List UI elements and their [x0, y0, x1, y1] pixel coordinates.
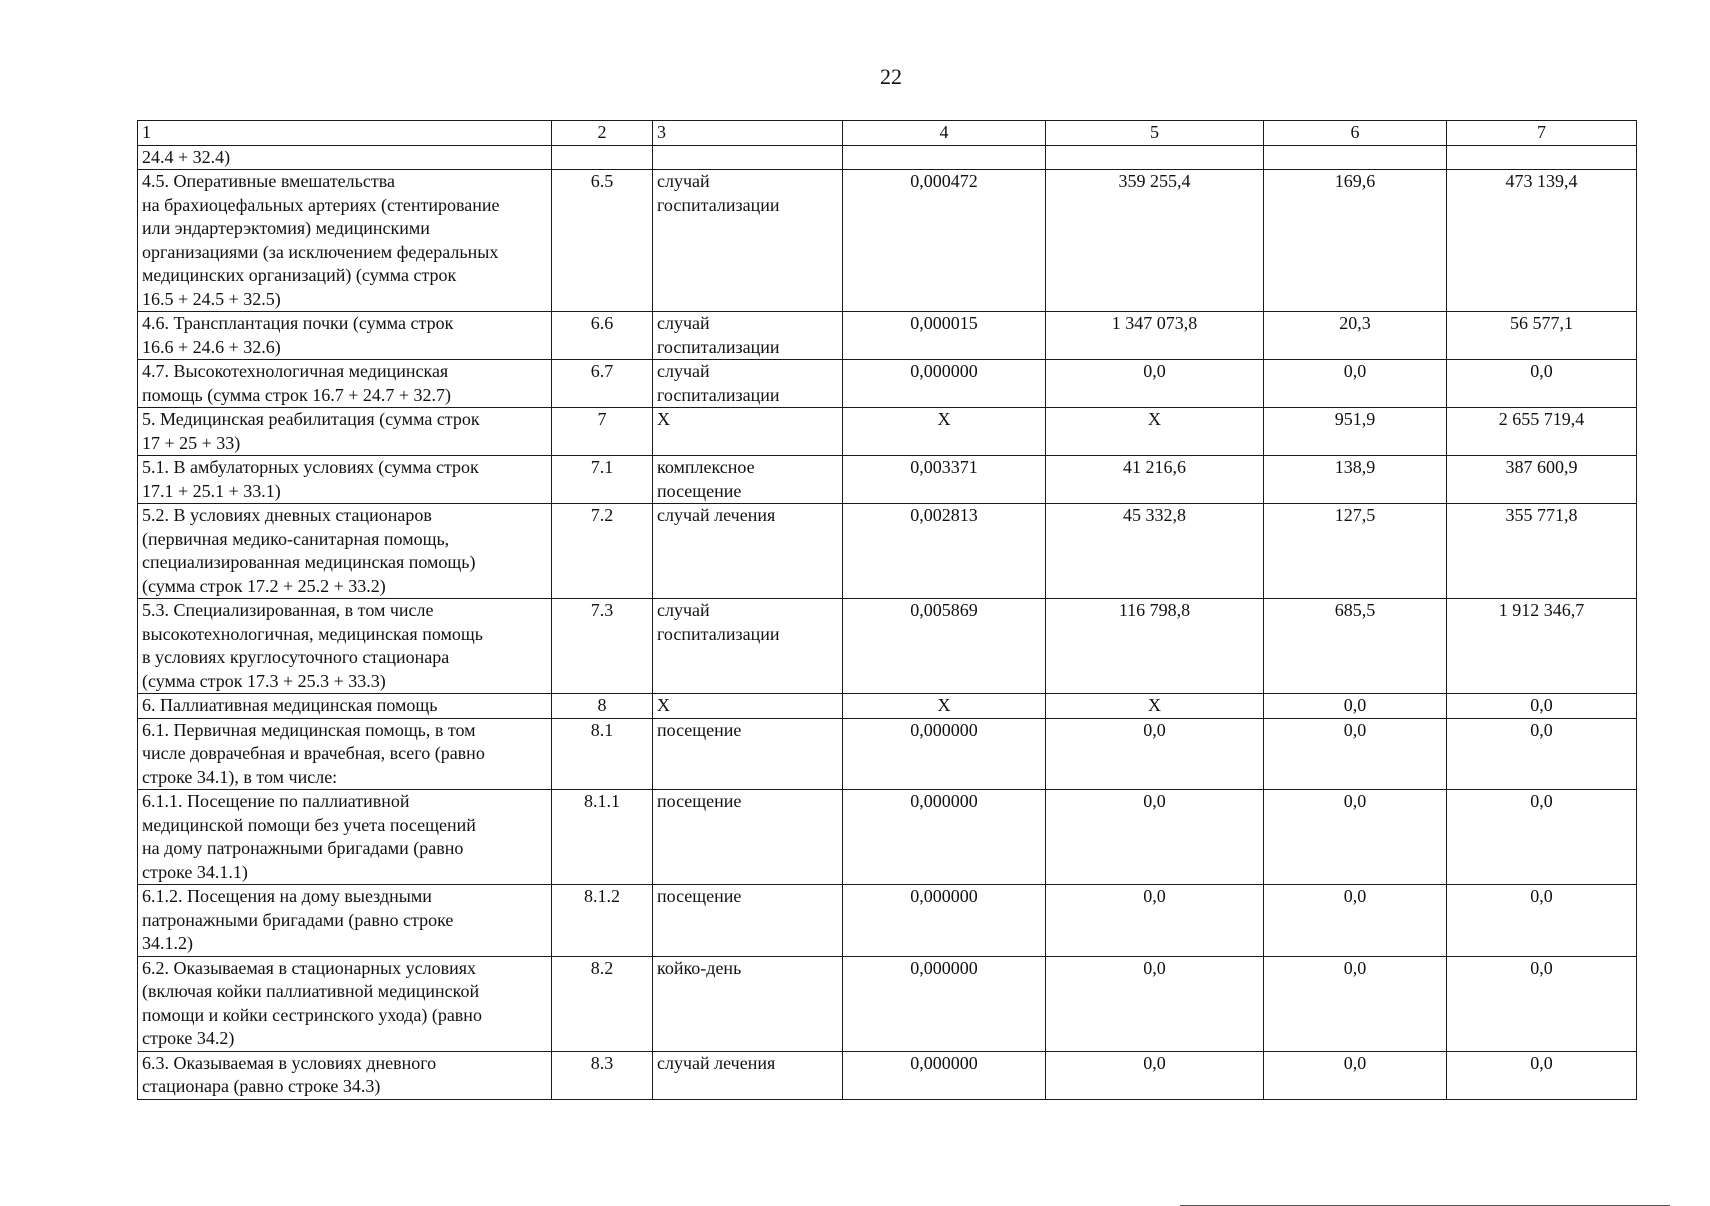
- cell-text: 20,3: [1339, 313, 1371, 333]
- cell-text: 6.5: [590, 171, 614, 191]
- cell-text: 127,5: [1334, 505, 1376, 525]
- cell-text: 0,0: [1343, 791, 1367, 811]
- cell-text: 4.7. Высокотехнологичная медицинская помощь (сумма строк 16.7 + 24.7 + 32.7): [142, 361, 452, 405]
- cell-text: 0,0: [1530, 791, 1553, 811]
- cell-text: 24.4 + 32.4): [142, 146, 231, 167]
- cell-text: 951,9: [1334, 409, 1376, 429]
- cell-text: 359 255,4: [1118, 171, 1191, 191]
- table-cell: [552, 790, 653, 885]
- cell-text: 0,0: [1143, 886, 1166, 906]
- table-cell: [653, 360, 843, 408]
- cell-text: 5.1. В амбулаторных условиях (сумма строк 17.1 + 25.1 + 33.1): [142, 457, 479, 501]
- table-cell: [552, 1051, 653, 1099]
- cell-text: 0,000000: [910, 361, 978, 381]
- table-cell: [1447, 456, 1637, 504]
- cell-text: 0,0: [1143, 791, 1166, 811]
- cell-text: 0,0: [1343, 957, 1367, 978]
- cell-text: 1 347 073,8: [1111, 313, 1198, 333]
- table-row: [138, 145, 1637, 170]
- cell-text: X: [1148, 409, 1161, 429]
- cell-text: 7: [1537, 122, 1546, 142]
- page-number: 22: [880, 64, 902, 89]
- table-cell: [1264, 790, 1447, 885]
- cell-text: 6.2. Оказываемая в стационарных условиях (включая койки паллиативной медицинской помощи и койки сестринского ухода) (равно строке 34.2): [142, 957, 482, 1048]
- cell-text: 6.1.2. Посещения на дому выездными патронажными бригадами (равно строке 34.1.2): [142, 886, 454, 953]
- table-cell: [1264, 885, 1447, 957]
- table-cell: [653, 885, 843, 957]
- table-cell: [843, 145, 1046, 170]
- table-cell: [1046, 1051, 1264, 1099]
- table-cell: [653, 718, 843, 790]
- cell-text: 6.1.1. Посещение по паллиативной медицинской помощи без учета посещений на дому патронажными бригадами (равно строке 34.1.1): [142, 791, 476, 882]
- table-cell: [653, 504, 843, 599]
- cell-text: случай госпитализации: [657, 171, 780, 215]
- cell-text: 0,0: [1530, 719, 1553, 740]
- table-cell: [1447, 312, 1637, 360]
- column-number-cell: [138, 121, 552, 146]
- cell-text: 473 139,4: [1505, 171, 1578, 191]
- table-row: [138, 312, 1637, 360]
- table-cell: [1264, 1051, 1447, 1099]
- cell-text: 387 600,9: [1505, 457, 1578, 477]
- cell-text: 1: [142, 122, 151, 142]
- cell-text: 0,0: [1143, 1052, 1166, 1073]
- table-cell: [653, 694, 843, 719]
- table-cell: [1046, 408, 1264, 456]
- table-cell: [138, 956, 552, 1051]
- cell-text: 6.3. Оказываемая в условиях дневного стационара (равно строке 34.3): [142, 1052, 437, 1096]
- table-cell: [138, 599, 552, 694]
- table-row: [138, 408, 1637, 456]
- table-cell: [653, 790, 843, 885]
- table-row: [138, 1051, 1637, 1099]
- cell-text: 6.6: [590, 313, 614, 333]
- column-number-cell: [552, 121, 653, 146]
- table-cell: [1046, 312, 1264, 360]
- table-cell: [1447, 504, 1637, 599]
- table-cell: [843, 504, 1046, 599]
- table-cell: [138, 694, 552, 719]
- cell-text: 41 216,6: [1123, 457, 1186, 477]
- table-cell: [1046, 504, 1264, 599]
- cell-text: 4: [939, 122, 949, 142]
- cell-text: 2 655 719,4: [1498, 409, 1585, 429]
- cell-text: 0,0: [1343, 361, 1367, 381]
- table-cell: [552, 956, 653, 1051]
- cell-text: 0,0: [1343, 886, 1367, 906]
- cell-text: 0,0: [1343, 695, 1367, 715]
- cell-text: 8.1.2: [584, 886, 620, 906]
- table-cell: [552, 312, 653, 360]
- table-cell: [552, 145, 653, 170]
- table-cell: [138, 456, 552, 504]
- cell-text: комплексное посещение: [657, 457, 755, 501]
- cell-text: 6. Паллиативная медицинская помощь: [142, 695, 438, 715]
- table-cell: [843, 312, 1046, 360]
- table-cell: [1447, 694, 1637, 719]
- cell-text: случай лечения: [657, 505, 776, 525]
- cell-text: койко-день: [657, 957, 742, 978]
- column-number-cell: [1264, 121, 1447, 146]
- cell-text: 5. Медицинская реабилитация (сумма строк 17 + 25 + 33): [142, 409, 480, 453]
- cell-text: 5.3. Специализированная, в том числе высокотехнологичная, медицинская помощь в условиях круглосуточного стационара (сумма строк 17.3 + 25.3 + 33.3): [142, 600, 483, 691]
- table-cell: [138, 718, 552, 790]
- table-header-row: [138, 121, 1637, 146]
- cell-text: 0,0: [1143, 957, 1166, 978]
- cell-text: 0,0: [1343, 1052, 1367, 1073]
- table-cell: [552, 360, 653, 408]
- table-cell: [1264, 312, 1447, 360]
- table-cell: [552, 599, 653, 694]
- cell-text: 0,000000: [910, 719, 978, 740]
- table-cell: [138, 408, 552, 456]
- table-cell: [653, 1051, 843, 1099]
- cell-text: 0,0: [1530, 361, 1553, 381]
- table-row: [138, 360, 1637, 408]
- cell-text: 0,000000: [910, 886, 978, 906]
- cell-text: 0,0: [1530, 957, 1553, 978]
- cell-text: 2: [597, 122, 607, 142]
- cell-text: случай госпитализации: [657, 313, 780, 357]
- table-cell: [843, 694, 1046, 719]
- cell-text: 0,0: [1143, 719, 1166, 740]
- table-cell: [1046, 456, 1264, 504]
- cell-text: 0,0: [1530, 695, 1553, 715]
- table-cell: [653, 408, 843, 456]
- table-cell: [843, 1051, 1046, 1099]
- table-cell: [843, 170, 1046, 312]
- cell-text: 0,0: [1530, 886, 1553, 906]
- table-cell: [552, 694, 653, 719]
- table-row: [138, 599, 1637, 694]
- cell-text: 5: [1150, 122, 1159, 142]
- table-cell: [1046, 694, 1264, 719]
- cell-text: 8.1: [590, 719, 614, 740]
- table-cell: [138, 170, 552, 312]
- table-cell: [843, 456, 1046, 504]
- cell-text: посещение: [657, 719, 742, 740]
- cell-text: 0,000000: [910, 791, 978, 811]
- table-cell: [1447, 360, 1637, 408]
- table-cell: [1046, 170, 1264, 312]
- table-cell: [1046, 885, 1264, 957]
- table-cell: [552, 456, 653, 504]
- table-cell: [1447, 718, 1637, 790]
- table-cell: [1264, 360, 1447, 408]
- table-row: [138, 718, 1637, 790]
- table-cell: [1264, 456, 1447, 504]
- cell-text: посещение: [657, 791, 742, 811]
- table-cell: [653, 312, 843, 360]
- table-row: [138, 885, 1637, 957]
- table-cell: [552, 504, 653, 599]
- cell-text: 0,003371: [910, 457, 978, 477]
- table-row: [138, 956, 1637, 1051]
- cell-text: 56 577,1: [1510, 313, 1573, 333]
- cell-text: 0,0: [1143, 361, 1166, 381]
- table-cell: [1264, 170, 1447, 312]
- table-cell: [138, 145, 552, 170]
- column-number-cell: [653, 121, 843, 146]
- table-cell: [1264, 408, 1447, 456]
- table-cell: [138, 790, 552, 885]
- table-cell: [843, 360, 1046, 408]
- cell-text: 7.3: [590, 600, 614, 620]
- table-cell: [1447, 956, 1637, 1051]
- cell-text: 0,002813: [910, 505, 978, 525]
- cell-text: 116 798,8: [1118, 600, 1191, 620]
- table-row: [138, 456, 1637, 504]
- cell-text: 138,9: [1334, 457, 1376, 477]
- cell-text: 7: [597, 409, 607, 429]
- table-cell: [552, 718, 653, 790]
- table-cell: [653, 170, 843, 312]
- table-cell: [1046, 790, 1264, 885]
- table-cell: [138, 504, 552, 599]
- table-cell: [843, 790, 1046, 885]
- table-cell: [653, 456, 843, 504]
- table-cell: [1447, 408, 1637, 456]
- cell-text: 355 771,8: [1505, 505, 1578, 525]
- table-cell: [1447, 170, 1637, 312]
- cell-text: 6: [1350, 122, 1360, 142]
- table-cell: [552, 408, 653, 456]
- table-cell: [552, 170, 653, 312]
- cell-text: 6.7: [590, 361, 614, 381]
- cell-text: 8.2: [590, 957, 614, 978]
- table-cell: [1264, 694, 1447, 719]
- cell-text: 4.5. Оперативные вмешательства на брахиоцефальных артериях (стентирование или эндартерэктомия) медицинскими организациями (за исключением федеральных медицинских организаций) (сумма строк 16.5 + 24.5 + 32.5): [142, 171, 500, 309]
- cell-text: 685,5: [1334, 600, 1376, 620]
- cell-text: случай лечения: [657, 1052, 776, 1073]
- table-cell: [1046, 145, 1264, 170]
- table-cell: [843, 885, 1046, 957]
- cell-text: 7.2: [590, 505, 614, 525]
- table-cell: [1447, 790, 1637, 885]
- table-cell: [653, 145, 843, 170]
- data-table: [137, 120, 1637, 1100]
- cell-text: 7.1: [590, 457, 614, 477]
- table-cell: [843, 956, 1046, 1051]
- table-cell: [1046, 360, 1264, 408]
- table-cell: [1447, 145, 1637, 170]
- cell-text: посещение: [657, 886, 742, 906]
- cell-text: 5.2. В условиях дневных стационаров (первичная медико-санитарная помощь, специализированная медицинская помощь) (сумма строк 17.2 + 25.2 + 33.2): [142, 505, 476, 596]
- cell-text: 8: [597, 695, 607, 715]
- table-cell: [843, 408, 1046, 456]
- table-cell: [1447, 885, 1637, 957]
- cell-text: 8.1.1: [584, 791, 620, 811]
- table-cell: [653, 956, 843, 1051]
- table-cell: [1046, 956, 1264, 1051]
- table-row: [138, 170, 1637, 312]
- table-cell: [1264, 718, 1447, 790]
- table-cell: [1447, 1051, 1637, 1099]
- cell-text: 3: [657, 122, 666, 142]
- table-cell: [1046, 599, 1264, 694]
- cell-text: случай госпитализации: [657, 361, 780, 405]
- cell-text: X: [657, 695, 670, 715]
- cell-text: 45 332,8: [1123, 505, 1186, 525]
- cell-text: X: [1148, 695, 1161, 715]
- column-number-cell: [1447, 121, 1637, 146]
- table-cell: [1264, 599, 1447, 694]
- cell-text: 0,000000: [910, 957, 978, 978]
- table-cell: [1264, 145, 1447, 170]
- cell-text: 0,005869: [910, 600, 978, 620]
- cell-text: 0,0: [1343, 719, 1367, 740]
- table-cell: [552, 885, 653, 957]
- cell-text: 6.1. Первичная медицинская помощь, в том числе доврачебная и врачебная, всего (равно строке 34.1), в том числе:: [142, 719, 485, 787]
- column-number-cell: [1046, 121, 1264, 146]
- cell-text: 8.3: [590, 1052, 614, 1073]
- table-cell: [1046, 718, 1264, 790]
- cell-text: случай госпитализации: [657, 600, 780, 644]
- table-row: [138, 790, 1637, 885]
- cell-text: X: [937, 409, 951, 429]
- table-cell: [653, 599, 843, 694]
- cell-text: X: [937, 695, 951, 715]
- cell-text: 0,0: [1530, 1052, 1553, 1073]
- table-cell: [1264, 956, 1447, 1051]
- table-cell: [138, 360, 552, 408]
- cell-text: X: [657, 409, 670, 429]
- table-row: [138, 694, 1637, 719]
- cell-text: 4.6. Трансплантация почки (сумма строк 16.6 + 24.6 + 32.6): [142, 313, 454, 357]
- table-cell: [138, 885, 552, 957]
- column-number-cell: [843, 121, 1046, 146]
- cell-text: 0,000015: [910, 313, 978, 333]
- table-cell: [1447, 599, 1637, 694]
- table-row: [138, 504, 1637, 599]
- table-cell: [138, 312, 552, 360]
- table-cell: [843, 599, 1046, 694]
- table-cell: [1264, 504, 1447, 599]
- table-cell: [138, 1051, 552, 1099]
- table-cell: [843, 718, 1046, 790]
- cell-text: 1 912 346,7: [1498, 600, 1585, 620]
- cell-text: 169,6: [1334, 171, 1376, 191]
- cell-text: 0,000000: [910, 1052, 978, 1073]
- cell-text: 0,000472: [910, 171, 978, 191]
